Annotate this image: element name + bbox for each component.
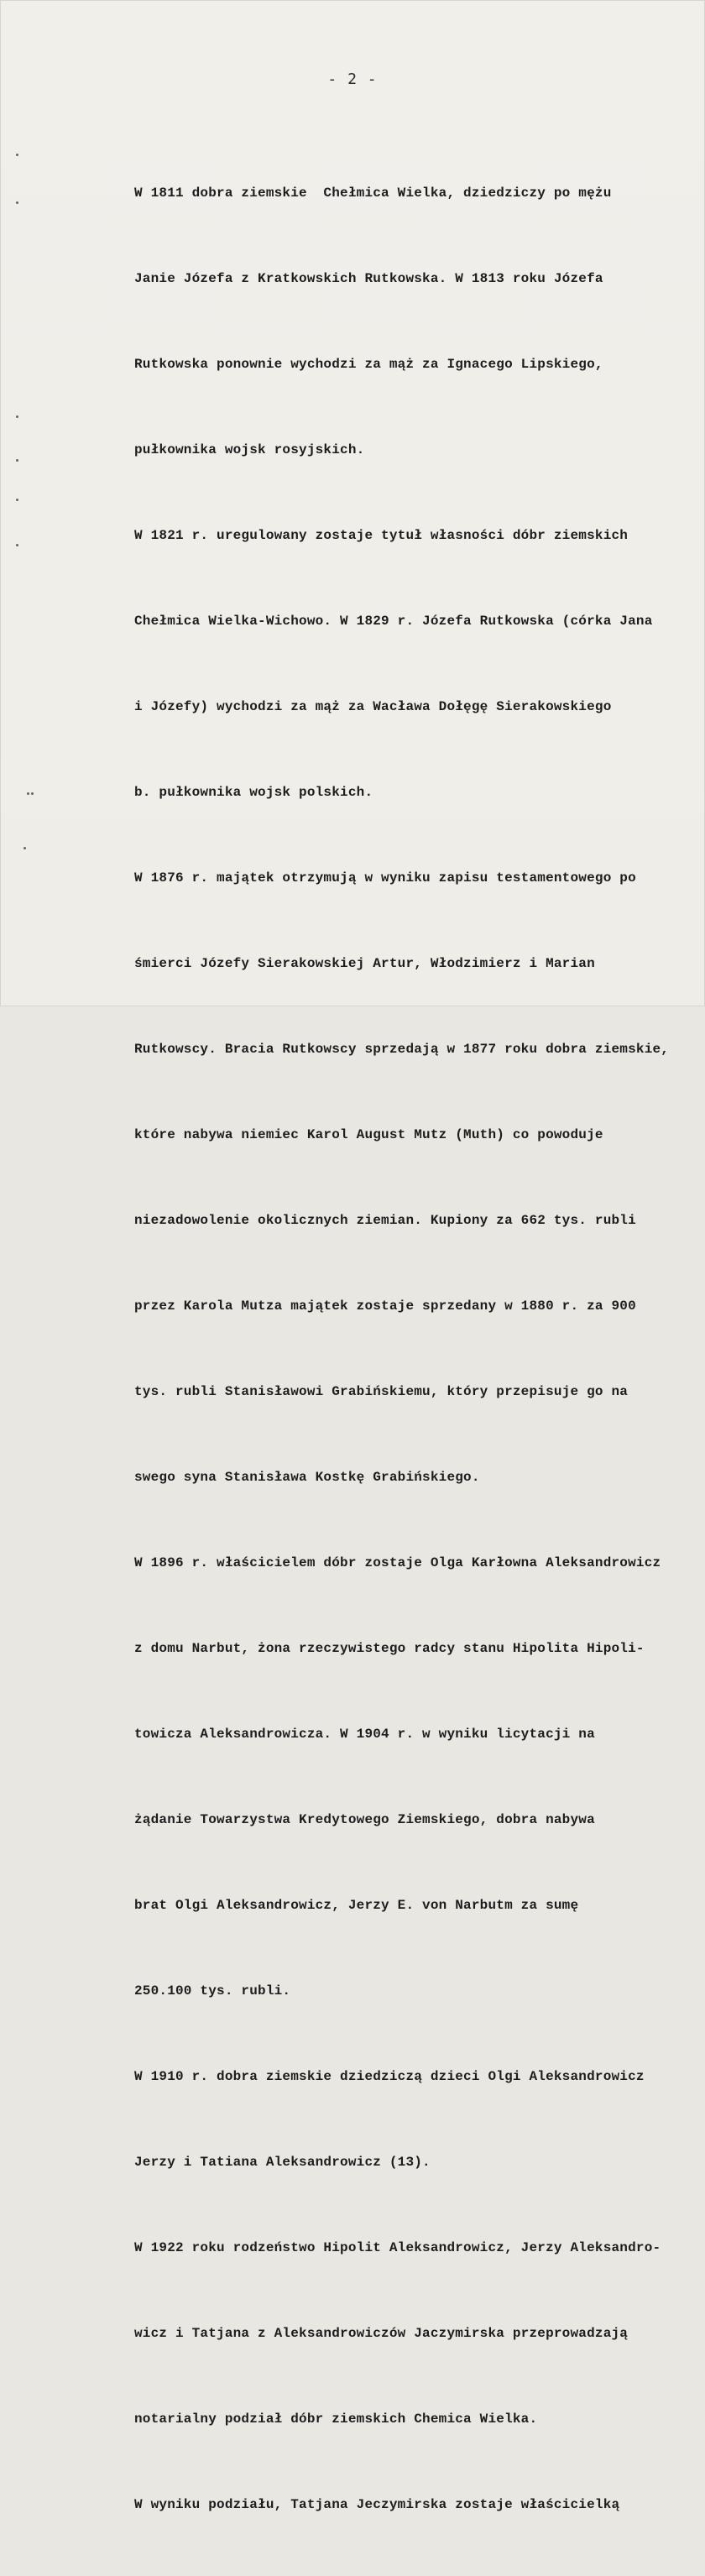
text-line: pułkownika wojsk rosyjskich. bbox=[134, 442, 365, 457]
text-line: W 1811 dobra ziemskie Chełmica Wielka, dziedziczy po mężu bbox=[134, 185, 612, 201]
text-line: towicza Aleksandrowicza. W 1904 r. w wyniku licytacji na bbox=[134, 1727, 595, 1742]
text-line: 250.100 tys. rubli. bbox=[134, 1983, 291, 1999]
text-line: Rutkowscy. Bracia Rutkowscy sprzedają w 1877 roku dobra ziemskie, bbox=[134, 1042, 670, 1057]
text-line: które nabywa niemiec Karol August Mutz (Muth) co powoduje bbox=[134, 1127, 603, 1142]
text-line: śmierci Józefy Sierakowskiej Artur, Włodzimierz i Marian bbox=[134, 956, 595, 971]
text-line: Chełmica Wielka-Wichowo. W 1829 r. Józefa Rutkowska (córka Jana bbox=[134, 614, 653, 629]
text-line: przez Karola Mutza majątek zostaje sprzedany w 1880 r. za 900 bbox=[134, 1298, 636, 1314]
margin-dot bbox=[16, 459, 18, 462]
text-line: tys. rubli Stanisławowi Grabińskiemu, który przepisuje go na bbox=[134, 1384, 629, 1399]
text-line: swego syna Stanisława Kostkę Grabińskiego. bbox=[134, 1470, 480, 1485]
page-number: - 2 - bbox=[327, 71, 378, 88]
document-body bbox=[134, 122, 701, 2576]
margin-dot bbox=[24, 847, 26, 849]
text-line: niezadowolenie okolicznych ziemian. Kupiony za 662 tys. rubli bbox=[134, 1213, 636, 1228]
text-line: brat Olgi Aleksandrowicz, Jerzy E. von Narbutm za sumę bbox=[134, 1898, 579, 1913]
margin-dot bbox=[16, 415, 18, 418]
margin-dot bbox=[31, 792, 34, 795]
margin-dot bbox=[16, 201, 18, 204]
margin-dot bbox=[16, 544, 18, 546]
margin-dot bbox=[16, 499, 18, 501]
margin-dot bbox=[16, 154, 18, 156]
text-line: wicz i Tatjana z Aleksandrowiczów Jaczymirska przeprowadzają bbox=[134, 2326, 629, 2341]
text-line: Janie Józefa z Kratkowskich Rutkowska. W 1813 roku Józefa bbox=[134, 271, 603, 286]
text-line: W 1910 r. dobra ziemskie dziedziczą dzieci Olgi Aleksandrowicz bbox=[134, 2069, 645, 2084]
text-line: W 1821 r. uregulowany zostaje tytuł własności dóbr ziemskich bbox=[134, 528, 629, 543]
text-line: Rutkowska ponownie wychodzi za mąż za Ignacego Lipskiego, bbox=[134, 357, 603, 372]
text-line: z domu Narbut, żona rzeczywistego radcy stanu Hipolita Hipoli- bbox=[134, 1641, 645, 1656]
text-line: Jerzy i Tatiana Aleksandrowicz (13). bbox=[134, 2155, 431, 2170]
text-line: żądanie Towarzystwa Kredytowego Ziemskiego, dobra nabywa bbox=[134, 1812, 595, 1827]
text-line: notarialny podział dóbr ziemskich Chemica Wielka. bbox=[134, 2411, 538, 2427]
margin-dot bbox=[27, 792, 29, 795]
text-line: b. pułkownika wojsk polskich. bbox=[134, 785, 373, 800]
text-line: W 1922 roku rodzeństwo Hipolit Aleksandrowicz, Jerzy Aleksandro- bbox=[134, 2240, 661, 2255]
text-line: W wyniku podziału, Tatjana Jeczymirska zostaje właścicielką bbox=[134, 2497, 620, 2512]
text-line: W 1876 r. majątek otrzymują w wyniku zapisu testamentowego po bbox=[134, 870, 636, 886]
text-line: W 1896 r. właścicielem dóbr zostaje Olga Karłowna Aleksandrowicz bbox=[134, 1555, 661, 1570]
text-line: i Józefy) wychodzi za mąż za Wacława Dołęgę Sierakowskiego bbox=[134, 699, 612, 714]
